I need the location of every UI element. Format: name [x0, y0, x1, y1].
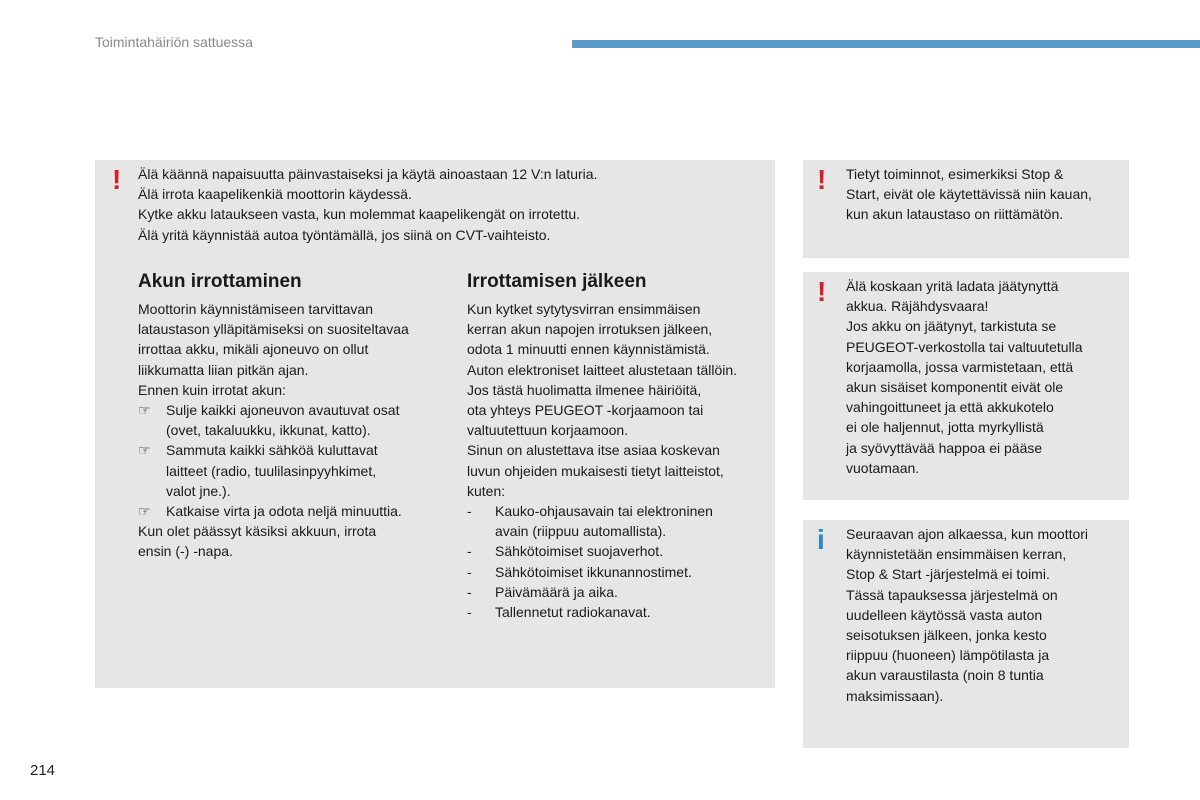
warning-line: akun sisäiset komponentit eivät ole	[846, 379, 1064, 396]
paragraph-line: Kun kytket sytytysvirran ensimmäisen	[467, 301, 701, 317]
page-number: 214	[30, 762, 56, 779]
list-item-text: valot jne.).	[166, 482, 231, 499]
warning-line: akkua. Räjähdysvaara!	[846, 298, 989, 315]
list-item-text: Kauko-ohjausavain tai elektroninen	[495, 503, 713, 520]
header-accent-bar	[572, 40, 1200, 48]
list-item	[138, 400, 448, 420]
pointing-hand-icon: ☞	[138, 442, 151, 459]
list-item	[138, 440, 448, 460]
section-heading-after-disconnect: Irrottamisen jälkeen	[467, 271, 647, 292]
dash-bullet: -	[467, 563, 472, 580]
list-item-text: Katkaise virta ja odota neljä minuuttia.	[166, 503, 402, 520]
side-warning-2-text	[846, 276, 1083, 478]
paragraph-line: irrottaa akku, mikäli ajoneuvo on ollut	[138, 341, 369, 358]
paragraph-line: Jos tästä huolimatta ilmenee häiriöitä,	[467, 381, 702, 398]
paragraph-line: valtuutettuun korjaamoon.	[467, 422, 629, 439]
warning-line: Älä käännä napaisuutta päinvastaiseksi ja käytä ainoastaan 12 V:n laturia.	[138, 166, 598, 182]
list-item	[467, 541, 777, 561]
right-column-text	[467, 299, 777, 622]
warning-line: ja syövyttävää happoa ei pääse	[846, 439, 1043, 456]
warning-line: vuotamaan.	[846, 459, 920, 476]
left-column-text	[138, 299, 448, 562]
paragraph-line: Kun olet päässyt käsiksi akkuun, irrota	[138, 523, 377, 540]
paragraph-line: luvun ohjeiden mukaisesti tietyt laitteistot,	[467, 462, 724, 479]
list-item-text: laitteet (radio, tuulilasinpyyhkimet,	[166, 462, 377, 479]
dash-bullet: -	[467, 583, 472, 600]
paragraph-line: kuten:	[467, 482, 506, 499]
dash-bullet: -	[467, 604, 472, 621]
warning-line: ei ole haljennut, jotta myrkyllistä	[846, 419, 1044, 436]
list-item	[467, 582, 777, 602]
warning-line: Älä koskaan yritä ladata jäätynyttä	[846, 278, 1059, 294]
info-line: Seuraavan ajon alkaessa, kun moottori	[846, 526, 1089, 542]
paragraph-line: Ennen kuin irrotat akun:	[138, 381, 286, 398]
list-item-text: avain (riippuu automallista).	[495, 523, 667, 540]
list-item-text: Tallennetut radiokanavat.	[495, 604, 651, 621]
list-item	[467, 602, 777, 622]
exclamation-warning-icon: !	[817, 276, 827, 307]
list-item-text: Päivämäärä ja aika.	[495, 583, 618, 600]
list-item-text: Sähkötoimiset suojaverhot.	[495, 543, 664, 560]
list-item	[467, 501, 777, 521]
warning-line: kun akun lataustaso on riittämätön.	[846, 206, 1064, 223]
info-icon: i	[817, 524, 825, 555]
info-line: uudelleen käytössä vasta auton	[846, 606, 1043, 623]
side-warning-1-text	[846, 164, 1092, 225]
paragraph-line: Sinun on alustettava itse asiaa koskevan	[467, 442, 720, 459]
info-line: Stop & Start -järjestelmä ei toimi.	[846, 566, 1050, 583]
section-heading-disconnect: Akun irrottaminen	[138, 271, 302, 292]
info-line: Tässä tapauksessa järjestelmä on	[846, 586, 1058, 603]
list-item-text: Sähkötoimiset ikkunannostimet.	[495, 563, 692, 580]
list-item-text: Sammuta kaikki sähköä kuluttavat	[166, 442, 378, 459]
info-line: seisotuksen jälkeen, jonka kesto	[846, 627, 1047, 644]
paragraph-line: Auton elektroniset laitteet alustetaan tällöin.	[467, 361, 738, 378]
warning-line: Jos akku on jäätynyt, tarkistuta se	[846, 318, 1057, 335]
warning-line: Start, eivät ole käytettävissä niin kauan,	[846, 186, 1092, 203]
dash-bullet: -	[467, 543, 472, 560]
paragraph-line: odota 1 minuutti ennen käynnistämistä.	[467, 341, 710, 358]
info-line: riippuu (huoneen) lämpötilasta ja	[846, 647, 1050, 664]
list-item-text: (ovet, takaluukku, ikkunat, katto).	[166, 422, 371, 439]
main-warning-text	[138, 164, 597, 245]
list-item	[138, 501, 448, 521]
paragraph-line: ensin (-) -napa.	[138, 543, 233, 560]
warning-line: Kytke akku lataukseen vasta, kun molemmat kaapelikengät on irrotettu.	[138, 206, 581, 223]
exclamation-warning-icon: !	[112, 164, 122, 195]
info-line: akun varaustilasta (noin 8 tuntia	[846, 667, 1044, 684]
paragraph-line: liikkumatta liian pitkän ajan.	[138, 361, 309, 378]
info-line: maksimissaan).	[846, 687, 944, 704]
list-item	[467, 562, 777, 582]
list-item-text: Sulje kaikki ajoneuvon avautuvat osat	[166, 402, 400, 419]
info-line: käynnistetään ensimmäisen kerran,	[846, 546, 1067, 563]
paragraph-line: kerran akun napojen irrotuksen jälkeen,	[467, 321, 713, 338]
warning-line: vahingoittuneet ja että akkukotelo	[846, 399, 1054, 416]
warning-line: Älä irrota kaapelikenkiä moottorin käydessä.	[138, 186, 412, 203]
dash-bullet: -	[467, 503, 472, 520]
page-header-title: Toimintahäiriön sattuessa	[95, 34, 253, 50]
paragraph-line: Moottorin käynnistämiseen tarvittavan	[138, 301, 373, 317]
warning-line: PEUGEOT-verkostolla tai valtuutetulla	[846, 338, 1083, 355]
pointing-hand-icon: ☞	[138, 503, 151, 520]
pointing-hand-icon: ☞	[138, 402, 151, 419]
paragraph-line: lataustason ylläpitämiseksi on suositeltavaa	[138, 321, 409, 338]
warning-line: Älä yritä käynnistää autoa työntämällä, jos siinä on CVT-vaihteisto.	[138, 226, 551, 243]
side-info-text	[846, 524, 1088, 706]
paragraph-line: ota yhteys PEUGEOT -korjaamoon tai	[467, 402, 704, 419]
warning-line: korjaamolla, jossa varmistetaan, että	[846, 358, 1074, 375]
warning-line: Tietyt toiminnot, esimerkiksi Stop &	[846, 166, 1064, 182]
exclamation-warning-icon: !	[817, 164, 827, 195]
